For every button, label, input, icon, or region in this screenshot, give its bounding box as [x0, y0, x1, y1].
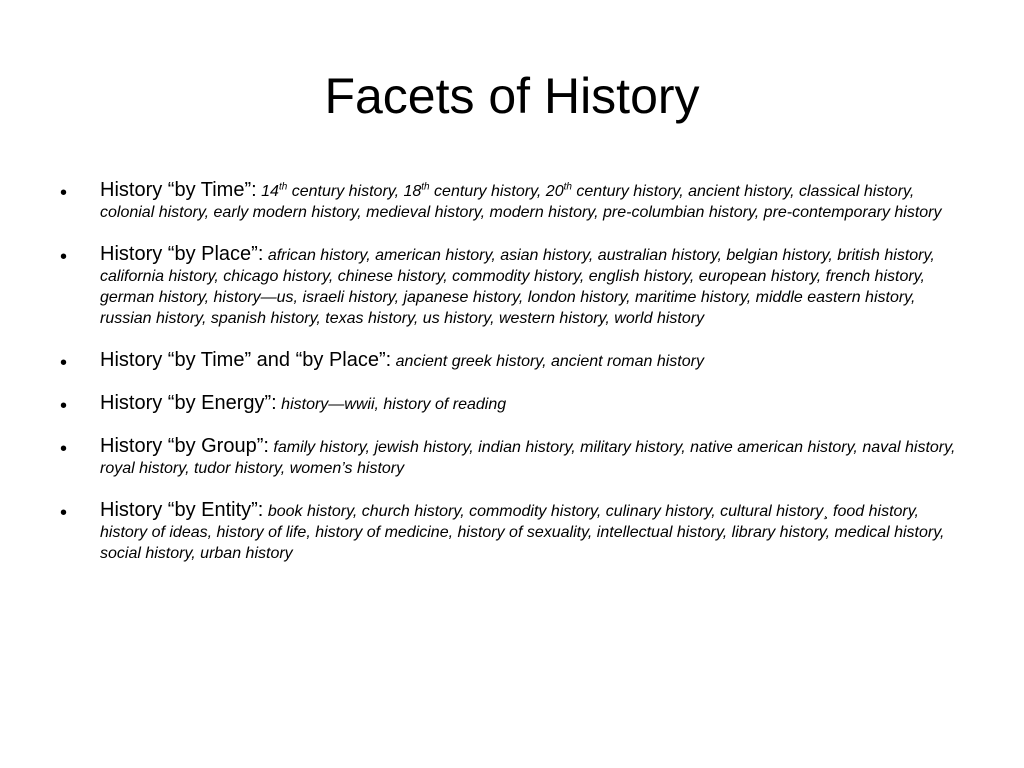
- bullet-item-by-time: [60, 180, 965, 223]
- bullet-items: history—wwii, history of reading: [281, 396, 507, 413]
- bullet-label: History “by Energy”:: [100, 392, 277, 414]
- bullet-items: 14th century history, 18th century history, 20th century history, ancient history, classical history, colonial history, early modern history, medieval history, modern history, pre-columbian history, pre-contemporary history: [100, 181, 942, 221]
- bullet-items: ancient greek history, ancient roman history: [395, 353, 704, 370]
- bullet-label: History “by Place”:: [100, 243, 264, 265]
- bullet-dot-icon: •: [60, 182, 68, 204]
- bullet-dot-icon: •: [60, 395, 68, 417]
- bullet-item-by-energy: [60, 393, 965, 415]
- bullet-list: [60, 180, 965, 585]
- bullet-item-by-time-and-place: [60, 350, 965, 372]
- bullet-items: family history, jewish history, indian history, military history, native american history, naval history, royal history, tudor history, women’s history: [100, 439, 956, 477]
- bullet-items: african history, american history, asian history, australian history, belgian history, british history, california history, chicago history, chinese history, commodity history, english history, european history, french history, german history, history—us, israeli history, japanese history, london history, maritime history, middle eastern history, russian history, spanish history, texas history, us history, western history, world history: [100, 247, 935, 327]
- bullet-items: book history, church history, commodity history, culinary history, cultural history¸ food history, history of ideas, history of life, history of medicine, history of sexuality, intellectual history, library history, medical history, social history, urban history: [100, 503, 945, 562]
- bullet-item-by-place: [60, 244, 965, 329]
- bullet-item-by-group: [60, 436, 965, 479]
- bullet-dot-icon: •: [60, 502, 68, 524]
- bullet-dot-icon: •: [60, 438, 68, 460]
- bullet-dot-icon: •: [60, 352, 68, 374]
- slide-title: Facets of History: [324, 68, 700, 124]
- bullet-dot-icon: •: [60, 246, 68, 268]
- bullet-label: History “by Group”:: [100, 435, 269, 457]
- bullet-label: History “by Time”:: [100, 179, 257, 201]
- bullet-label: History “by Entity”:: [100, 499, 264, 521]
- bullet-item-by-entity: [60, 500, 965, 564]
- bullet-label: History “by Time” and “by Place”:: [100, 349, 392, 371]
